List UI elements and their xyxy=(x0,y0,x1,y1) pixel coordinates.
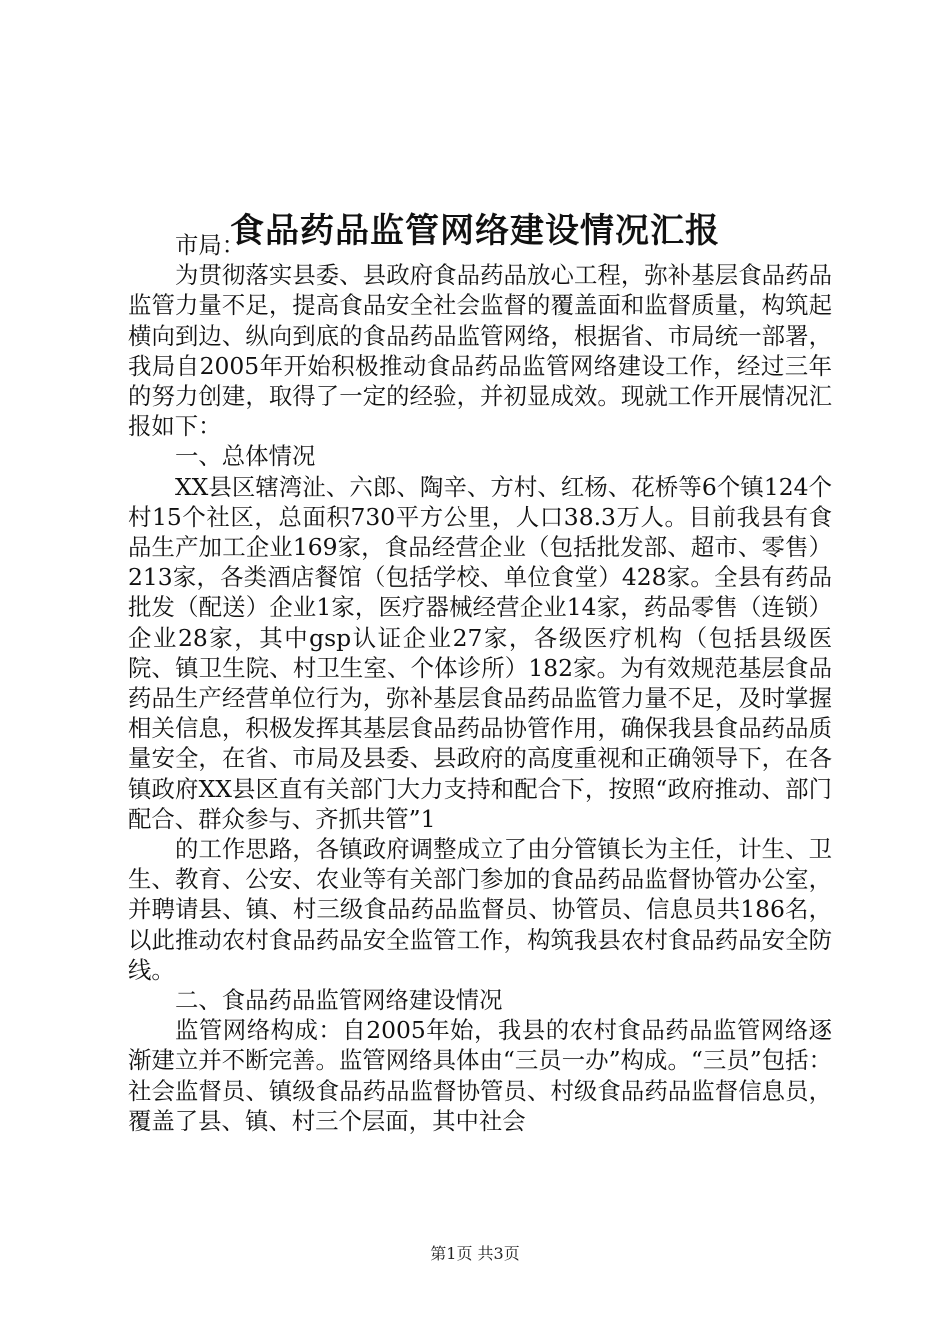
document-body xyxy=(128,230,832,1136)
salutation: 市局： xyxy=(175,231,246,259)
section-heading-network: 二、食品药品监管网络建设情况 xyxy=(175,986,503,1015)
paragraph-work-approach: 的工作思路，各镇政府调整成立了由分管镇长为主任，计生、卫生、教育、公安、农业等有关部门参加的食品药品监督协管办公室，并聘请县、镇、村三级食品药品监督员、协管员、信息员共186名，以此推动农村食品药品安全监管工作，构筑我县农村食品药品安全防线。 xyxy=(128,835,832,984)
section-heading-overall: 一、总体情况 xyxy=(175,442,316,471)
paragraph-intro: 为贯彻落实县委、县政府食品药品放心工程，弥补基层食品药品监管力量不足，提高食品安全社会监督的覆盖面和监督质量，构筑起横向到边、纵向到底的食品药品监管网络，根据省、市局统一部署，我局自2005年开始积极推动食品药品监管网络建设工作，经过三年的努力创建，取得了一定的经验，并初显成效。现就工作开展情况汇报如下： xyxy=(128,261,832,441)
page-footer: 第1页 共3页 xyxy=(430,1244,520,1263)
paragraph-network: 监管网络构成：自2005年始，我县的农村食品药品监管网络逐渐建立并不断完善。监管网络具体由“三员一办”构成。“三员”包括：社会监督员、镇级食品药品监督协管员、村级食品药品监督信息员，覆盖了县、镇、村三个层面，其中社会 xyxy=(128,1016,832,1135)
paragraph-overall: XX县区辖湾沚、六郎、陶辛、方村、红杨、花桥等6个镇124个村15个社区，总面积730平方公里，人口38.3万人。目前我县有食品生产加工企业169家，食品经营企业（包括批发部、超市、零售）213家，各类酒店餐馆（包括学校、单位食堂）428家。全县有药品批发（配送）企业1家，医疗器械经营企业14家，药品零售（连锁）企业28家，其中gsp认证企业27家，各级医疗机构（包括县级医院、镇卫生院、村卫生室、个体诊所）182家。为有效规范基层食品药品生产经营单位行为，弥补基层食品药品监管力量不足，及时掌握相关信息，积极发挥其基层食品药品协管作用，确保我县食品药品质量安全，在省、市局及县委、县政府的高度重视和正确领导下，在各镇政府XX县区直有关部门大力支持和配合下，按照“政府推动、部门配合、群众参与、齐抓共管”1 xyxy=(128,472,832,833)
document-title: 食品药品监管网络建设情况汇报 xyxy=(230,210,720,251)
